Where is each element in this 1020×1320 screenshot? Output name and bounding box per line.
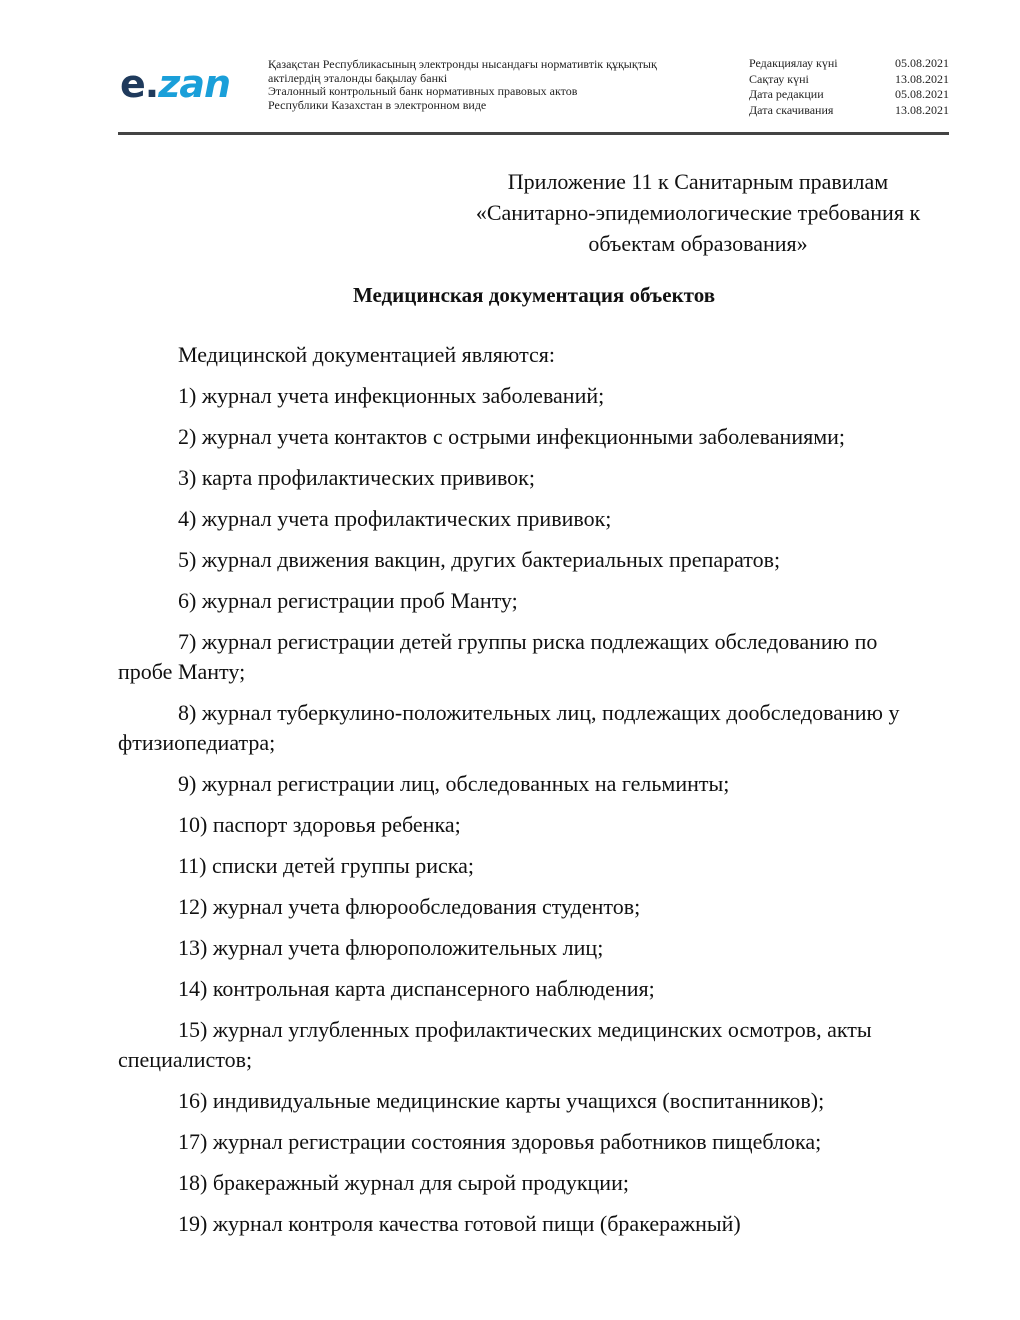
document-body — [118, 340, 930, 1250]
list-item: 8) журнал туберкулино-положительных лиц, подлежащих дообследованию у фтизиопедиатра; — [118, 700, 900, 755]
meta-value: 13.08.2021 — [895, 102, 949, 117]
logo-zan: zan — [158, 62, 231, 106]
meta-row — [749, 72, 949, 88]
meta-label: Дата скачивания — [749, 102, 834, 117]
list-item: 1) журнал учета инфекционных заболеваний; — [178, 383, 605, 408]
list-item: 13) журнал учета флюроположительных лиц; — [178, 935, 604, 960]
list-item: 12) журнал учета флюрообследования студентов; — [178, 894, 641, 919]
header-desc-line: актілердің эталонды бақылау банкі — [268, 70, 448, 85]
list-item: 17) журнал регистрации состояния здоровья работников пищеблока; — [178, 1129, 822, 1154]
list-item: 3) карта профилактических прививок; — [178, 465, 535, 490]
list-item: 5) журнал движения вакцин, других бактериальных препаратов; — [178, 547, 781, 572]
annex-heading — [448, 166, 948, 259]
header-desc-line: Эталонный контрольный банк нормативных правовых актов — [268, 84, 578, 98]
meta-label: Сақтау күні — [749, 71, 809, 86]
meta-label: Редакциялау күні — [749, 56, 838, 70]
header-desc-line: Республики Казахстан в электронном виде — [268, 97, 487, 112]
list-item: 19) журнал контроля качества готовой пищи (бракеражный) — [178, 1211, 741, 1236]
meta-row — [749, 103, 949, 119]
list-item: 10) паспорт здоровья ребенка; — [178, 812, 461, 837]
annex-line: «Санитарно-эпидемиологические требования к — [475, 200, 921, 225]
meta-value: 05.08.2021 — [895, 56, 949, 70]
meta-row — [749, 56, 949, 72]
header-description — [268, 58, 728, 112]
list-item: 15) журнал углубленных профилактических медицинских осмотров, акты специалистов; — [118, 1017, 872, 1072]
document-title: Медицинская документация объектов — [352, 283, 716, 307]
list-item: 14) контрольная карта диспансерного наблюдения; — [178, 976, 655, 1001]
list-item: 2) журнал учета контактов с острыми инфекционными заболеваниями; — [178, 424, 846, 449]
list-item: 4) журнал учета профилактических прививок; — [178, 506, 612, 531]
list-item: 18) бракеражный журнал для сырой продукции; — [178, 1170, 629, 1195]
meta-row — [749, 87, 949, 103]
list-item: 9) журнал регистрации лиц, обследованных на гельминты; — [178, 771, 730, 796]
intro-paragraph: Медицинской документацией являются: — [178, 342, 555, 367]
header-divider — [118, 132, 949, 135]
ezan-logo — [120, 62, 230, 106]
logo-e: e — [120, 62, 145, 106]
meta-value: 13.08.2021 — [895, 71, 949, 86]
list-item: 6) журнал регистрации проб Манту; — [178, 588, 518, 613]
meta-value: 05.08.2021 — [895, 87, 949, 101]
list-item: 11) списки детей группы риска; — [178, 853, 474, 878]
list-item: 16) индивидуальные медицинские карты учащихся (воспитанников); — [178, 1088, 825, 1113]
logo-dot: . — [144, 62, 159, 106]
meta-label: Дата редакции — [749, 87, 824, 101]
header-desc-line: Қазақстан Республикасының электронды нысандағы нормативтік құқықтық — [268, 57, 657, 71]
document-header — [118, 54, 950, 134]
annex-line: объектам образования» — [588, 231, 808, 256]
list-item: 7) журнал регистрации детей группы риска подлежащих обследованию по пробе Манту; — [118, 629, 878, 684]
annex-line: Приложение 11 к Санитарным правилам — [507, 169, 889, 194]
header-meta — [749, 56, 949, 118]
